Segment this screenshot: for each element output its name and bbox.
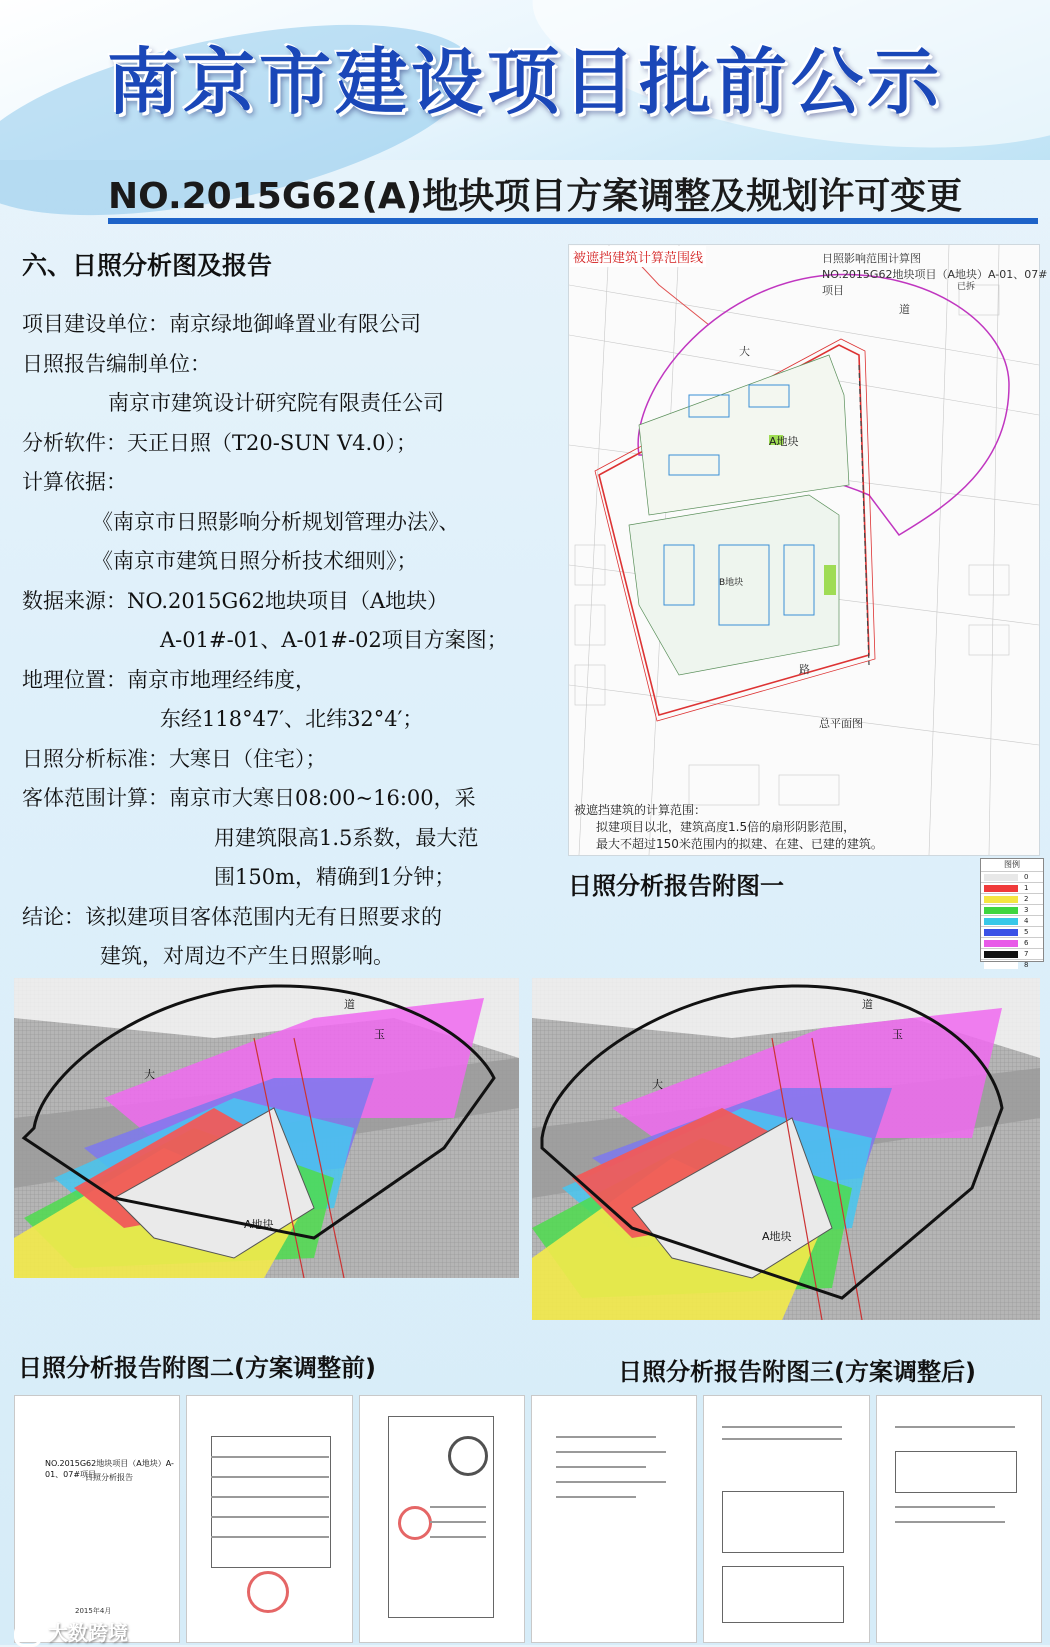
legend-swatch	[984, 962, 1018, 969]
data-table	[722, 1566, 844, 1623]
block-a-label: A地块	[769, 435, 799, 448]
report-page-info-table	[186, 1395, 352, 1643]
map-tag: 已拆	[957, 282, 976, 292]
official-seal	[247, 1571, 289, 1613]
shadow-legend	[980, 858, 1044, 969]
watermark	[14, 1617, 128, 1647]
data-table	[722, 1491, 844, 1553]
shadow-map-drawing	[532, 978, 1040, 1320]
watermark-text: 大数跨境	[48, 1621, 128, 1645]
legend-value: 6	[1024, 939, 1029, 947]
info-line: 计算依据：	[22, 470, 127, 494]
info-line: A-01#-01、A-01#-02项目方案图；	[160, 628, 508, 652]
legend-value: 4	[1024, 917, 1029, 925]
text-line	[895, 1426, 1015, 1428]
site-plan-drawing	[569, 245, 1039, 855]
legend-value: 7	[1024, 950, 1029, 958]
info-line: 日照分析标准：大寒日（住宅）；	[22, 746, 327, 771]
legend-item	[981, 948, 1043, 959]
text-line	[722, 1426, 842, 1428]
map-note	[574, 802, 883, 853]
info-line: 《南京市建筑日照分析技术细则》；	[92, 549, 418, 573]
text-line	[556, 1496, 636, 1498]
info-line: 南京市建筑设计研究院有限责任公司	[108, 391, 444, 415]
block-label: A地块	[244, 1218, 274, 1231]
text-line	[430, 1506, 486, 1508]
info-line: 围150m，精确到1分钟；	[214, 865, 456, 889]
text-line	[895, 1506, 995, 1508]
info-line: 东经118°47′、北纬32°4′；	[160, 707, 424, 731]
info-line: 客体范围计算：南京市大寒日08:00~16:00，采	[22, 786, 476, 810]
road-label: 路	[799, 663, 810, 676]
range-line-label: 被遮挡建筑计算范围线	[570, 246, 706, 267]
watermark-logo-icon	[14, 1623, 42, 1647]
info-line: 《南京市日照影响分析规划管理办法》、	[92, 509, 460, 534]
certificate-seal	[448, 1436, 488, 1476]
map-note-line: 最大不超过150米范围内的拟建、在建、已建的建筑。	[596, 837, 883, 851]
text-line	[556, 1466, 646, 1468]
legend-swatch	[984, 896, 1018, 903]
legend-swatch	[984, 940, 1018, 947]
legend-value: 0	[1024, 873, 1029, 881]
shadow-map-drawing	[14, 978, 519, 1278]
text-line	[430, 1521, 486, 1523]
site-plan-map	[568, 244, 1040, 856]
road-label: 玉	[374, 1028, 385, 1041]
official-seal	[398, 1506, 432, 1540]
road-label: 玉	[892, 1028, 903, 1041]
road-label: 大	[739, 345, 750, 358]
legend-item	[981, 959, 1043, 970]
table-row-line	[211, 1496, 329, 1498]
block-a-plan	[639, 355, 849, 515]
page-title: 南京市建设项目批前公示	[106, 40, 943, 124]
legend-swatch	[984, 907, 1018, 914]
info-line: 地理位置：南京市地理经纬度，	[22, 667, 316, 692]
data-table	[895, 1451, 1017, 1493]
report-page-analysis	[703, 1395, 869, 1643]
legend-value: 3	[1024, 906, 1029, 914]
info-line: 分析软件：天正日照（T20-SUN V4.0）；	[22, 430, 418, 455]
shadow-map-before	[14, 978, 519, 1278]
table-row-line	[211, 1536, 329, 1538]
map-title	[822, 251, 1050, 299]
road-label: 大	[144, 1068, 155, 1081]
shadow-map-after	[532, 978, 1040, 1320]
section-heading: 六、日照分析图及报告	[22, 251, 273, 280]
legend-value: 5	[1024, 928, 1029, 936]
info-line: 日照报告编制单位：	[22, 351, 211, 376]
block-b-label: B地块	[719, 578, 744, 588]
report-cover-subtitle: 日照分析报告	[85, 1473, 133, 1482]
legend-swatch	[984, 918, 1018, 925]
text-line	[556, 1451, 666, 1453]
legend-item	[981, 904, 1043, 915]
info-line: 用建筑限高1.5系数，最大范	[214, 825, 479, 850]
legend-swatch	[984, 951, 1018, 958]
legend-item	[981, 871, 1043, 882]
road-label: 道	[344, 998, 355, 1011]
plan-label: 总平面图	[819, 717, 863, 730]
report-page-cover	[14, 1395, 180, 1643]
text-line	[895, 1521, 1005, 1523]
report-cover-title: NO.2015G62地块项目（A地块）A-01、07#项目	[45, 1459, 174, 1479]
block-label: A地块	[762, 1230, 792, 1243]
legend-item	[981, 882, 1043, 893]
text-line	[722, 1438, 842, 1440]
figure-caption: 日照分析报告附图三(方案调整后)	[618, 1358, 976, 1386]
legend-swatch	[984, 874, 1018, 881]
road-label: 大	[652, 1078, 663, 1091]
header-banner	[0, 0, 1050, 160]
legend-swatch	[984, 885, 1018, 892]
map-title-line: 日照影响范围计算图	[822, 252, 921, 265]
page-subtitle: NO.2015G62(A)地块项目方案调整及规划许可变更	[108, 176, 963, 217]
legend-item	[981, 893, 1043, 904]
legend-item	[981, 937, 1043, 948]
info-line: 数据来源：NO.2015G62地块项目（A地块）	[22, 588, 449, 613]
legend-item	[981, 926, 1043, 937]
report-pages	[14, 1395, 1042, 1643]
info-line: 结论：该拟建项目客体范围内无有日照要求的	[22, 904, 442, 929]
road-label: 道	[862, 998, 873, 1011]
legend-value: 8	[1024, 961, 1029, 969]
figure-caption: 日照分析报告附图一	[568, 872, 784, 900]
legend-swatch	[984, 929, 1018, 936]
table-row-line	[211, 1476, 329, 1478]
text-line	[430, 1536, 486, 1538]
report-page-certificate	[359, 1395, 525, 1643]
info-line: 项目建设单位：南京绿地御峰置业有限公司	[22, 312, 421, 336]
report-cover-date: 2015年4月	[75, 1607, 112, 1615]
table-row-line	[211, 1516, 329, 1518]
map-note-title: 被遮挡建筑的计算范围：	[574, 803, 707, 817]
project-info	[22, 305, 562, 977]
info-line: 建筑，对周边不产生日照影响。	[100, 944, 394, 968]
report-page-conclusion	[876, 1395, 1042, 1643]
legend-item	[981, 915, 1043, 926]
report-page-contents	[531, 1395, 697, 1643]
road-label: 道	[899, 303, 910, 316]
legend-value: 1	[1024, 884, 1029, 892]
table-row-line	[211, 1456, 329, 1458]
map-title-line: NO.2015G62地块项目（A地块）A-01、07#项目	[822, 268, 1048, 297]
figure-caption: 日照分析报告附图二(方案调整前)	[18, 1354, 376, 1382]
legend-value: 2	[1024, 895, 1029, 903]
subtitle-underline	[108, 218, 1038, 224]
text-line	[556, 1436, 656, 1438]
text-line	[556, 1481, 666, 1483]
map-note-line: 拟建项目以北，建筑高度1.5倍的扇形阴影范围，	[596, 820, 856, 834]
legend-title: 图例	[1004, 860, 1020, 869]
